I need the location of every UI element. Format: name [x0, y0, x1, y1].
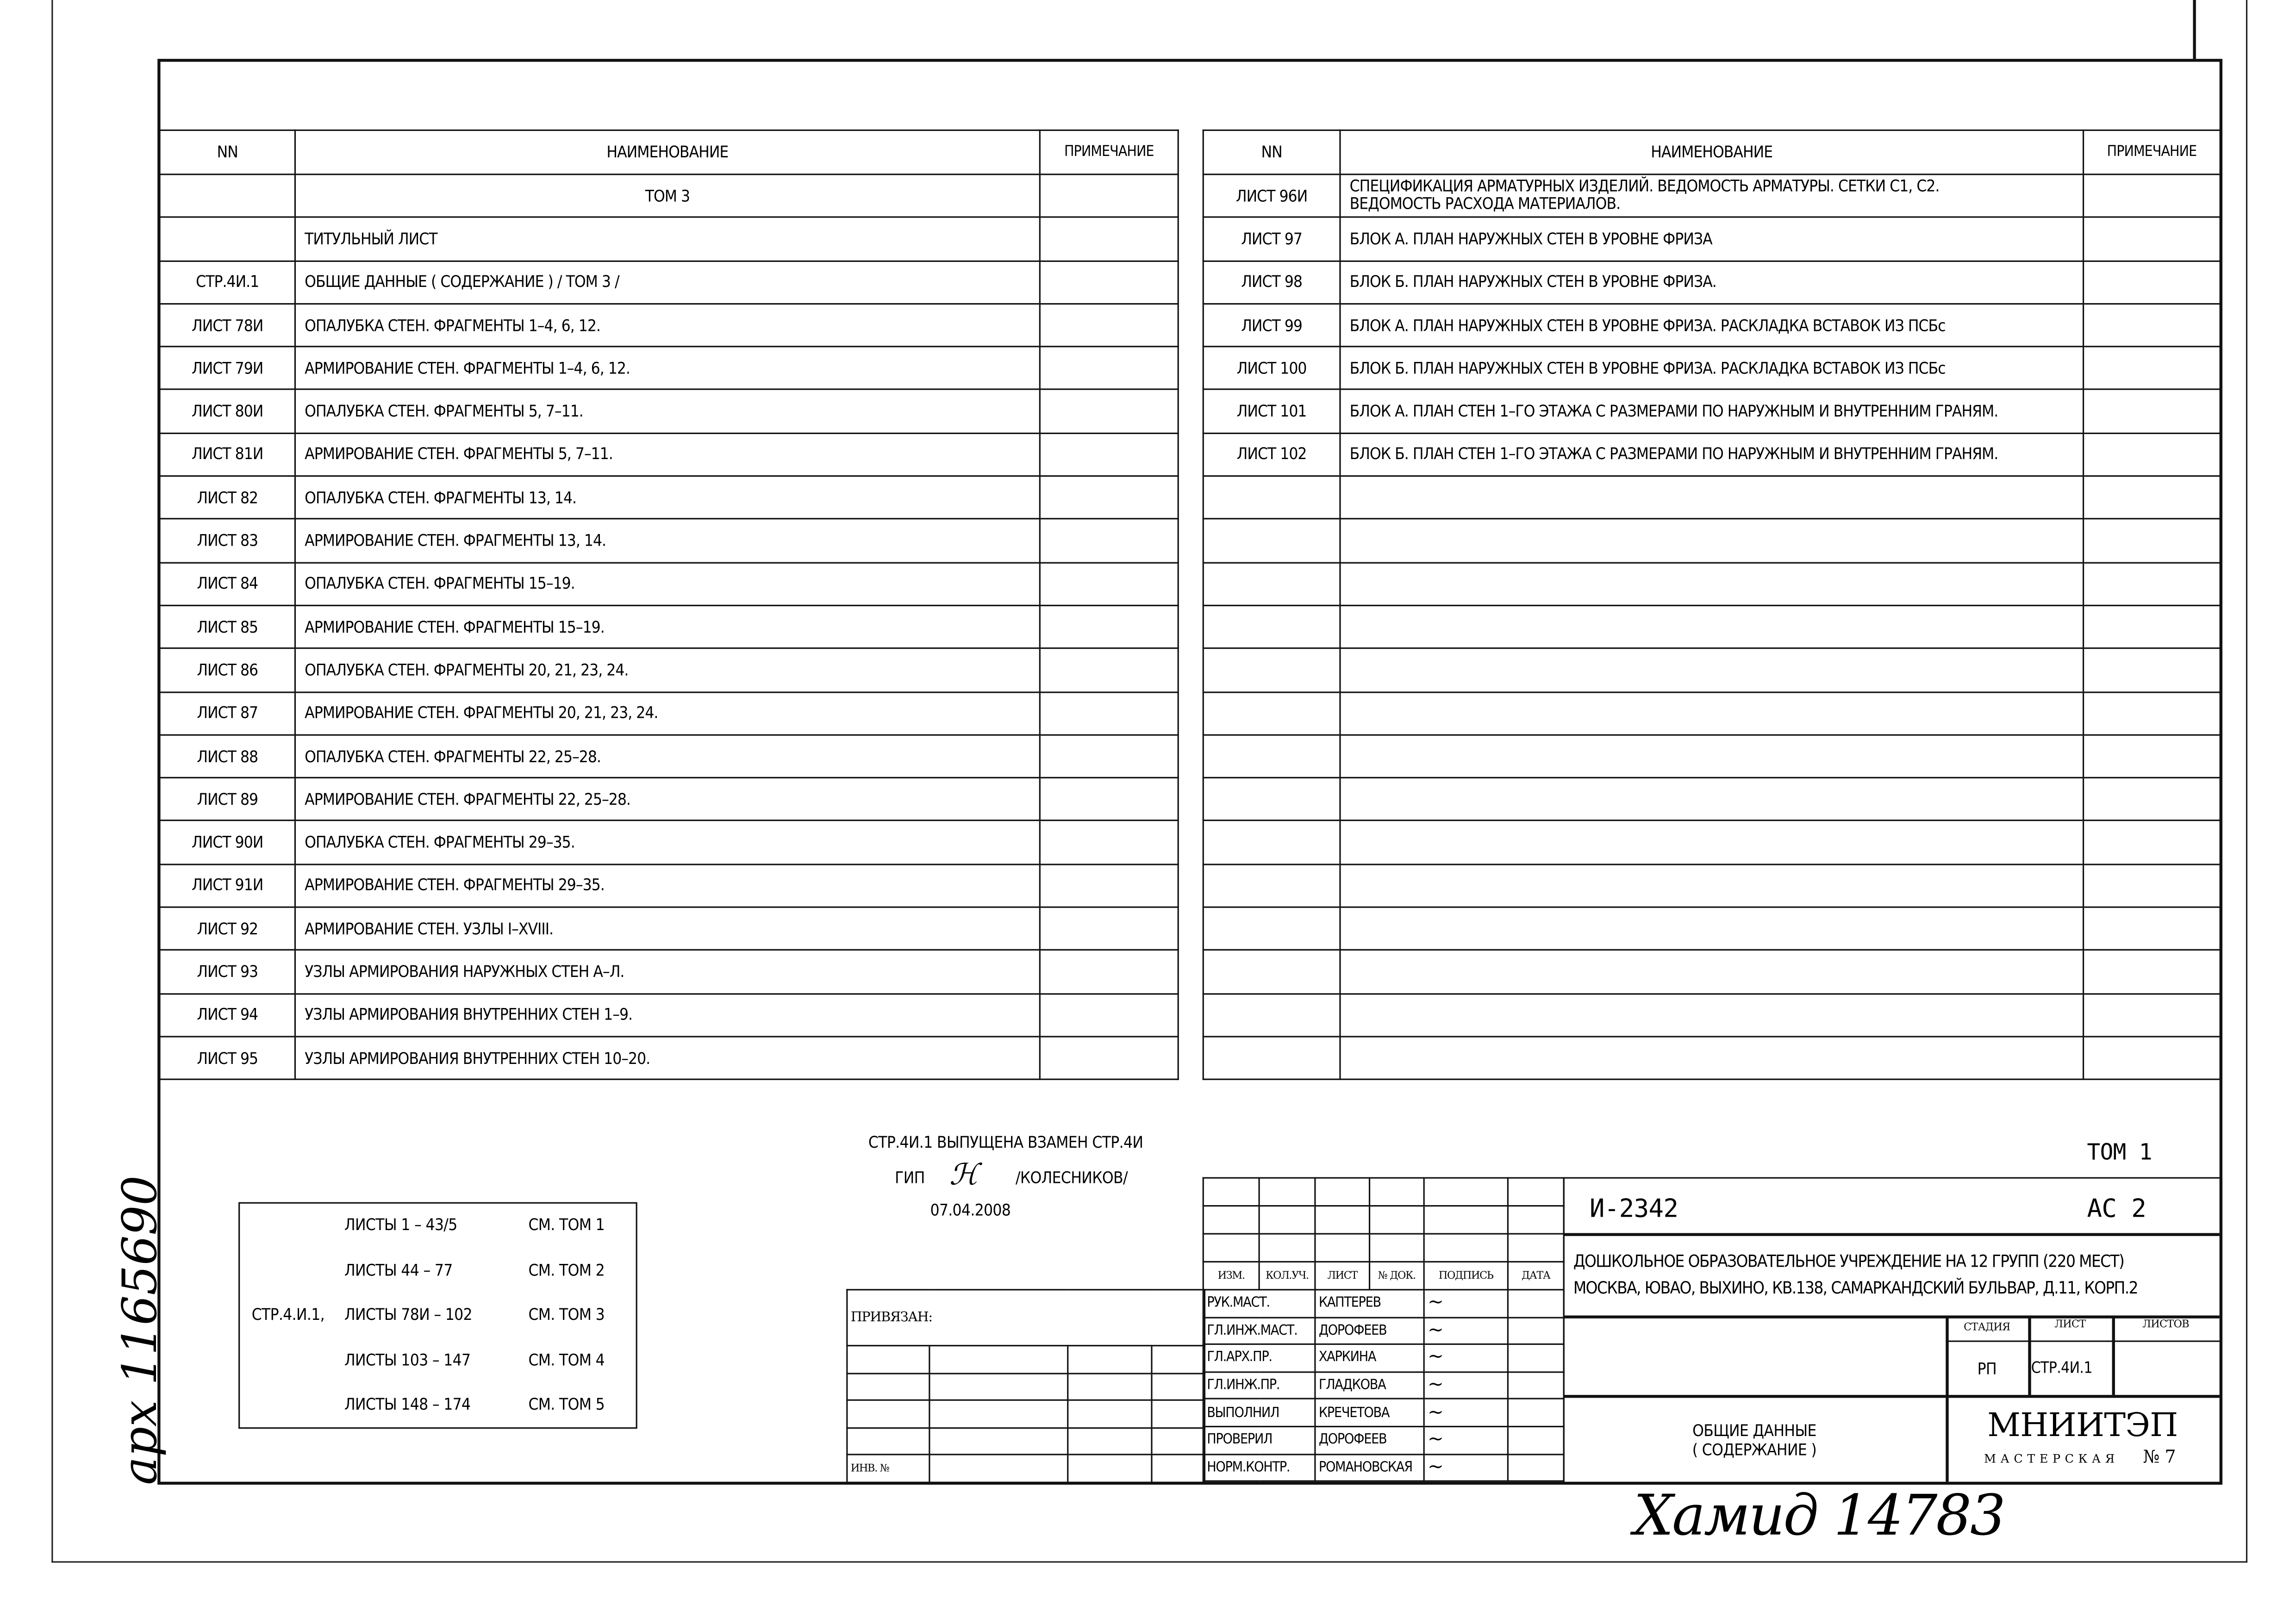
sheet-title-text: ОБЩИЕ ДАННЫЕ ( СОДЕРЖАНИЕ ) / ТОМ 3 /	[305, 272, 619, 292]
sheet-title	[295, 347, 1040, 390]
sheet-title-text: АРМИРОВАНИЕ СТЕН. ФРАГМЕНТЫ 1–4, 6, 12.	[305, 359, 630, 378]
table-row	[1203, 562, 2220, 605]
table-row	[160, 950, 1178, 993]
table-row	[1203, 994, 2220, 1037]
sheet-note	[2084, 648, 2221, 691]
sheet-title-text: АРМИРОВАНИЕ СТЕН. ФРАГМЕНТЫ 13, 14.	[305, 531, 606, 551]
sheet-header: ЛИСТ	[2054, 1318, 2086, 1331]
staff-name: ГЛАДКОВА	[1315, 1372, 1424, 1399]
gip-label: ГИП	[895, 1168, 925, 1188]
sheet-number: ЛИСТ 94	[160, 994, 295, 1037]
signature: ~	[1424, 1317, 1508, 1344]
sheet-note	[1040, 605, 1178, 648]
header-note: ПРИМЕЧАНИЕ	[1040, 130, 1178, 174]
sheet-note	[1040, 174, 1178, 218]
sheet-note	[2084, 605, 2221, 648]
workshop-label: МАСТЕРСКАЯ	[1984, 1452, 2119, 1466]
sheet-title	[295, 692, 1040, 735]
sheet-number: ЛИСТ 97	[1203, 218, 1340, 261]
sheet-note	[1040, 778, 1178, 821]
org-logo: МНИИТЭП	[1987, 1408, 2178, 1445]
inv-label: ИНВ. №	[847, 1455, 930, 1482]
staff-role: РУК.МАСТ.	[1203, 1290, 1315, 1317]
sheet-title-text: БЛОК Б. ПЛАН НАРУЖНЫХ СТЕН В УРОВНЕ ФРИЗА.	[1349, 272, 1716, 292]
table-row	[1203, 304, 2220, 347]
sheet-note	[2084, 390, 2221, 433]
sheet-title	[295, 433, 1040, 476]
sheet-note	[1040, 519, 1178, 562]
sheet-number: ЛИСТ 102	[1203, 433, 1340, 476]
issued-note: СТР.4И.1 ВЫПУЩЕНА ВЗАМЕН СТР.4И	[868, 1133, 1143, 1152]
signature: ~	[1424, 1372, 1508, 1399]
table-row	[160, 907, 1178, 950]
volume-ref: СМ. ТОМ 4	[528, 1350, 605, 1369]
signature: ~	[1424, 1454, 1508, 1481]
sheet-note	[2084, 692, 2221, 735]
sheet-title	[295, 519, 1040, 562]
table-header	[160, 130, 1178, 174]
header-name: НАИМЕНОВАНИЕ	[295, 130, 1040, 174]
sheet-title-text: СПЕЦИФИКАЦИЯ АРМАТУРНЫХ ИЗДЕЛИЙ. ВЕДОМОСТЬ АРМАТУРЫ. СЕТКИ С1, С2.	[1349, 176, 1940, 196]
sheet-number	[1203, 692, 1340, 735]
drawing-mark: АС 2	[2087, 1194, 2146, 1225]
table-row	[160, 605, 1178, 648]
sheet-title-text: ОПАЛУБКА СТЕН. ФРАГМЕНТЫ 1–4, 6, 12.	[305, 316, 600, 335]
staff-row	[1203, 1454, 1564, 1481]
sheet-title	[1340, 692, 2084, 735]
table-row	[1203, 821, 2220, 864]
sheet-note	[2084, 218, 2221, 261]
sheet-title	[295, 261, 1040, 304]
sheet-note	[2084, 1037, 2221, 1080]
sheet-title-text: АРМИРОВАНИЕ СТЕН. ФРАГМЕНТЫ 29–35.	[305, 876, 605, 895]
sheet-note	[1040, 433, 1178, 476]
sheet-note	[1040, 304, 1178, 347]
staff-name: ДОРОФЕЕВ	[1315, 1426, 1424, 1454]
sheet-number: ЛИСТ 96И	[1203, 174, 1340, 218]
column-header: ИЗМ.	[1203, 1262, 1259, 1289]
sheet-title	[295, 821, 1040, 864]
volume-sheets: ЛИСТЫ 148 – 174	[344, 1395, 471, 1414]
date-cell	[1508, 1290, 1564, 1317]
sheet-title	[295, 390, 1040, 433]
staff-row	[1203, 1399, 1564, 1426]
sheet-title-text: ОПАЛУБКА СТЕН. ФРАГМЕНТЫ 13, 14.	[305, 488, 577, 508]
sheet-number: ЛИСТ 92	[160, 907, 295, 950]
top-right-divider	[2193, 0, 2195, 59]
sheet-note	[2084, 950, 2221, 993]
table-row	[1203, 907, 2220, 950]
sheet-title	[295, 778, 1040, 821]
sheet-number: ЛИСТ 87	[160, 692, 295, 735]
sheet-title	[295, 950, 1040, 993]
table-row	[160, 304, 1178, 347]
sheet-title	[295, 562, 1040, 605]
staff-name: КРЕЧЕТОВА	[1315, 1399, 1424, 1426]
table-row	[160, 692, 1178, 735]
sheet-title-text: ОПАЛУБКА СТЕН. ФРАГМЕНТЫ 22, 25–28.	[305, 746, 601, 766]
table-row	[1203, 218, 2220, 261]
sheet-note	[1040, 261, 1178, 304]
staff-row	[1203, 1344, 1564, 1372]
bottom-handwriting: Хамид 14783	[1634, 1483, 2004, 1548]
table-row	[1203, 735, 2220, 778]
table-header	[1203, 130, 2220, 174]
header-note: ПРИМЕЧАНИЕ	[2084, 130, 2221, 174]
sheet-title	[295, 648, 1040, 691]
table-row	[160, 562, 1178, 605]
sheet-title-text: УЗЛЫ АРМИРОВАНИЯ НАРУЖНЫХ СТЕН А–Л.	[305, 962, 624, 982]
sheet-title-text: ОПАЛУБКА СТЕН. ФРАГМЕНТЫ 15–19.	[305, 574, 575, 594]
sheet-title	[1340, 218, 2084, 261]
table-row	[1203, 261, 2220, 304]
sheet-title-text: ОПАЛУБКА СТЕН. ФРАГМЕНТЫ 20, 21, 23, 24.	[305, 660, 629, 680]
staff-row	[1203, 1290, 1564, 1317]
sheet-note	[2084, 821, 2221, 864]
sheet-note	[2084, 261, 2221, 304]
sheet-title-text-line2: ВЕДОМОСТЬ РАСХОДА МАТЕРИАЛОВ.	[1349, 194, 1621, 214]
sheet-note	[1040, 907, 1178, 950]
sheet-number: ЛИСТ 84	[160, 562, 295, 605]
sheet-note	[1040, 218, 1178, 261]
sheet-title-text: АРМИРОВАНИЕ СТЕН. УЗЛЫ I–XVIII.	[305, 919, 554, 939]
sheet-note	[2084, 562, 2221, 605]
signature: ~	[1424, 1290, 1508, 1317]
object-line-2: МОСКВА, ЮВАО, ВЫХИНО, КВ.138, САМАРКАНДСКИЙ БУЛЬВАР, Д.11, КОРП.2	[1573, 1277, 2138, 1298]
staff-name: РОМАНОВСКАЯ	[1315, 1454, 1424, 1481]
sheet-number: ЛИСТ 90И	[160, 821, 295, 864]
table-row	[1203, 648, 2220, 691]
sheet-title	[1340, 347, 2084, 390]
sheet-title	[1340, 821, 2084, 864]
sheet-number	[1203, 562, 1340, 605]
sheet-note	[2084, 347, 2221, 390]
table-row	[1203, 778, 2220, 821]
sheet-note	[2084, 907, 2221, 950]
sheet-title-text: ОПАЛУБКА СТЕН. ФРАГМЕНТЫ 5, 7–11.	[305, 402, 583, 421]
sheet-note	[1040, 1037, 1178, 1080]
volume-ref: СМ. ТОМ 2	[528, 1260, 605, 1280]
sheet-number: СТР.4И.1	[160, 261, 295, 304]
sheet-title	[295, 605, 1040, 648]
table-row	[160, 433, 1178, 476]
sheet-number: ЛИСТ 99	[1203, 304, 1340, 347]
bound-label: ПРИВЯЗАН:	[847, 1290, 1205, 1346]
sheet-title	[1340, 950, 2084, 993]
table-row	[160, 864, 1178, 907]
volume-ref: СМ. ТОМ 1	[528, 1215, 605, 1235]
date-cell	[1508, 1426, 1564, 1454]
sheet-number	[1203, 735, 1340, 778]
divider	[1946, 1341, 2219, 1343]
column-header: ПОДПИСЬ	[1424, 1262, 1508, 1289]
sheets-header: ЛИСТОВ	[2142, 1318, 2189, 1331]
sheet-number	[160, 218, 295, 261]
staff-name: ДОРОФЕЕВ	[1315, 1317, 1424, 1344]
sheet-title	[1340, 994, 2084, 1037]
sheet-title-text: АРМИРОВАНИЕ СТЕН. ФРАГМЕНТЫ 22, 25–28.	[305, 790, 630, 809]
table-row	[160, 218, 1178, 261]
header-nn: NN	[160, 130, 295, 174]
stage-header: СТАДИЯ	[1964, 1321, 2010, 1333]
sheet-number: ЛИСТ 93	[160, 950, 295, 993]
sheet-note	[1040, 821, 1178, 864]
sheet-title	[1340, 174, 2084, 218]
sheet-number	[1203, 605, 1340, 648]
date-cell	[1508, 1399, 1564, 1426]
sheet-title	[1340, 648, 2084, 691]
table-row	[160, 519, 1178, 562]
staff-role: ГЛ.АРХ.ПР.	[1203, 1344, 1315, 1372]
volume-sheets: ЛИСТЫ 1 – 43/5	[344, 1215, 457, 1235]
sheet-number	[1203, 648, 1340, 691]
table-row	[1203, 864, 2220, 907]
sheet-number	[1203, 950, 1340, 993]
sheet-number	[1203, 476, 1340, 519]
sheet-title	[295, 476, 1040, 519]
sheet-title	[295, 735, 1040, 778]
sheet-title	[1340, 735, 2084, 778]
project-code: И-2342	[1589, 1194, 1678, 1225]
sheet-note	[1040, 347, 1178, 390]
right-contents-table	[1203, 130, 2221, 1081]
sheet-number: ЛИСТ 89	[160, 778, 295, 821]
staff-role: ГЛ.ИНЖ.МАСТ.	[1203, 1317, 1315, 1344]
signature: ~	[1424, 1344, 1508, 1372]
volume-sheets: ЛИСТЫ 78И – 102	[344, 1305, 472, 1325]
volumes-box	[238, 1202, 637, 1429]
sheet-note	[2084, 778, 2221, 821]
sheet-note	[1040, 562, 1178, 605]
sheet-title-text: УЗЛЫ АРМИРОВАНИЯ ВНУТРЕННИХ СТЕН 1–9.	[305, 1005, 633, 1025]
staff-row	[1203, 1372, 1564, 1399]
staff-role: ПРОВЕРИЛ	[1203, 1426, 1315, 1454]
sheet-title-text: ТИТУЛЬНЫЙ ЛИСТ	[305, 229, 437, 249]
doc-title-1: ОБЩИЕ ДАННЫЕ	[1692, 1421, 1816, 1441]
sheet-number	[1203, 907, 1340, 950]
sheet-title-text: АРМИРОВАНИЕ СТЕН. ФРАГМЕНТЫ 5, 7–11.	[305, 445, 613, 464]
revision-table	[1203, 1177, 1565, 1482]
table-row	[160, 174, 1178, 218]
sheet-title-text: ТОМ 3	[645, 186, 690, 205]
sheet-number: ЛИСТ 81И	[160, 433, 295, 476]
sheet-value: СТР.4И.1	[2031, 1359, 2092, 1378]
sheet-number: ЛИСТ 83	[160, 519, 295, 562]
column-header: КОЛ.УЧ.	[1259, 1262, 1315, 1289]
doc-title-2: ( СОДЕРЖАНИЕ )	[1692, 1440, 1817, 1460]
signature: ~	[1424, 1426, 1508, 1454]
bound-block	[846, 1289, 1205, 1483]
sheet-note	[2084, 864, 2221, 907]
sheet-title	[1340, 562, 2084, 605]
column-header: № ДОК.	[1370, 1262, 1424, 1289]
staff-row	[1203, 1317, 1564, 1344]
sheet-title-text: БЛОК Б. ПЛАН СТЕН 1–ГО ЭТАЖА С РАЗМЕРАМИ ПО НАРУЖНЫМ И ВНУТРЕННИМ ГРАНЯМ.	[1349, 445, 1998, 464]
sheet-title-text: АРМИРОВАНИЕ СТЕН. ФРАГМЕНТЫ 15–19.	[305, 617, 605, 637]
sheet-title	[1340, 864, 2084, 907]
sheet-note	[1040, 390, 1178, 433]
sheet-number: ЛИСТ 98	[1203, 261, 1340, 304]
sheet-title	[295, 864, 1040, 907]
sheet-title	[1340, 1037, 2084, 1080]
staff-name: ХАРКИНА	[1315, 1344, 1424, 1372]
sheet-note	[1040, 476, 1178, 519]
divider	[1563, 1233, 2220, 1235]
table-row	[1203, 605, 2220, 648]
sheet-note	[1040, 994, 1178, 1037]
sheet-number: ЛИСТ 100	[1203, 347, 1340, 390]
staff-role: НОРМ.КОНТР.	[1203, 1454, 1315, 1481]
table-row	[160, 1037, 1178, 1080]
object-line-1: ДОШКОЛЬНОЕ ОБРАЗОВАТЕЛЬНОЕ УЧРЕЖДЕНИЕ НА 12 ГРУПП (220 МЕСТ)	[1573, 1250, 2124, 1272]
sheet-title	[1340, 519, 2084, 562]
sheet-title-text: АРМИРОВАНИЕ СТЕН. ФРАГМЕНТЫ 20, 21, 23, 24.	[305, 703, 658, 723]
sheet-note	[1040, 648, 1178, 691]
sheet-number: ЛИСТ 82	[160, 476, 295, 519]
table-row	[1203, 433, 2220, 476]
header-name: НАИМЕНОВАНИЕ	[1340, 130, 2084, 174]
sheet-title-text: БЛОК Б. ПЛАН НАРУЖНЫХ СТЕН В УРОВНЕ ФРИЗА. РАСКЛАДКА ВСТАВОК ИЗ ПСБс	[1349, 359, 1946, 378]
table-row	[160, 735, 1178, 778]
table-row	[1203, 950, 2220, 993]
table-row	[160, 476, 1178, 519]
sheet-title	[1340, 605, 2084, 648]
table-row	[160, 648, 1178, 691]
sheet-note	[2084, 735, 2221, 778]
table-row	[1203, 174, 2220, 218]
table-row	[1203, 1037, 2220, 1080]
left-contents-table	[159, 130, 1179, 1081]
table-row	[1203, 692, 2220, 735]
sheet-title	[1340, 304, 2084, 347]
stage-value: РП	[1977, 1359, 1997, 1379]
sheet-number: ЛИСТ 91И	[160, 864, 295, 907]
divider	[1563, 1395, 2220, 1397]
sheet-number: ЛИСТ 79И	[160, 347, 295, 390]
table-row	[160, 821, 1178, 864]
sheet-number	[1203, 778, 1340, 821]
sheet-note	[1040, 950, 1178, 993]
volume-ref: СМ. ТОМ 5	[528, 1395, 605, 1414]
date-cell	[1508, 1372, 1564, 1399]
sheet-number	[1203, 519, 1340, 562]
table-row	[160, 778, 1178, 821]
table-row	[160, 347, 1178, 390]
divider	[1563, 1315, 2220, 1318]
sheet-title	[295, 304, 1040, 347]
column-header: ДАТА	[1508, 1262, 1564, 1289]
sheet-note	[2084, 476, 2221, 519]
sheet-title	[1340, 390, 2084, 433]
volume-label: ТОМ 1	[2087, 1138, 2152, 1166]
workshop-number: № 7	[2143, 1446, 2176, 1467]
volume-sheets: ЛИСТЫ 103 – 147	[344, 1350, 471, 1369]
sheet-title	[295, 218, 1040, 261]
sheet-number: ЛИСТ 78И	[160, 304, 295, 347]
sheet-number: ЛИСТ 86	[160, 648, 295, 691]
sheet-title	[1340, 433, 2084, 476]
volume-prefix: СТР.4.И.1,	[251, 1305, 325, 1325]
table-row	[1203, 390, 2220, 433]
sheet-number: ЛИСТ 80И	[160, 390, 295, 433]
date-cell	[1508, 1344, 1564, 1372]
sheet-number	[1203, 1037, 1340, 1080]
sheet-title	[1340, 476, 2084, 519]
table-row	[160, 261, 1178, 304]
sheet-title	[1340, 778, 2084, 821]
sheet-note	[2084, 304, 2221, 347]
sheet-number: ЛИСТ 101	[1203, 390, 1340, 433]
table-row	[1203, 476, 2220, 519]
table-row	[1203, 347, 2220, 390]
sheet-number: ЛИСТ 85	[160, 605, 295, 648]
table-row	[160, 994, 1178, 1037]
staff-name: КАПТЕРЕВ	[1315, 1290, 1424, 1317]
gip-name: /КОЛЕСНИКОВ/	[1015, 1168, 1128, 1188]
sheet-note	[1040, 692, 1178, 735]
volume-ref: СМ. ТОМ 3	[528, 1305, 605, 1325]
sheet-note	[2084, 994, 2221, 1037]
issue-date: 07.04.2008	[930, 1200, 1011, 1220]
sheet-title	[1340, 261, 2084, 304]
sheet-title-text: УЗЛЫ АРМИРОВАНИЯ ВНУТРЕННИХ СТЕН 10–20.	[305, 1048, 650, 1068]
table-row	[1203, 519, 2220, 562]
sheet-title	[295, 174, 1040, 218]
sheet-number: ЛИСТ 88	[160, 735, 295, 778]
sheet-note	[1040, 735, 1178, 778]
sheet-note	[2084, 174, 2221, 218]
staff-role: ГЛ.ИНЖ.ПР.	[1203, 1372, 1315, 1399]
sheet-note	[2084, 519, 2221, 562]
sheet-title	[295, 994, 1040, 1037]
sheet-number	[1203, 864, 1340, 907]
staff-role: ВЫПОЛНИЛ	[1203, 1399, 1315, 1426]
sheet-title	[1340, 907, 2084, 950]
sheet-number	[160, 174, 295, 218]
header-nn: NN	[1203, 130, 1340, 174]
date-cell	[1508, 1317, 1564, 1344]
column-header: ЛИСТ	[1315, 1262, 1370, 1289]
margin-handwriting: арх 1165690	[112, 1175, 168, 1485]
signature: ~	[1424, 1399, 1508, 1426]
sheet-note	[1040, 864, 1178, 907]
sheet-title	[295, 1037, 1040, 1080]
date-cell	[1508, 1454, 1564, 1481]
sheet-title	[295, 907, 1040, 950]
table-row	[160, 390, 1178, 433]
staff-row	[1203, 1426, 1564, 1454]
gip-signature: ℋ	[949, 1157, 979, 1192]
sheet-title-text: ОПАЛУБКА СТЕН. ФРАГМЕНТЫ 29–35.	[305, 833, 575, 852]
sheet-title-text: БЛОК А. ПЛАН НАРУЖНЫХ СТЕН В УРОВНЕ ФРИЗА	[1349, 229, 1712, 249]
sheet-title-text: БЛОК А. ПЛАН НАРУЖНЫХ СТЕН В УРОВНЕ ФРИЗА. РАСКЛАДКА ВСТАВОК ИЗ ПСБс	[1349, 316, 1946, 335]
sheet-number	[1203, 821, 1340, 864]
sheet-title-text: БЛОК А. ПЛАН СТЕН 1–ГО ЭТАЖА С РАЗМЕРАМИ ПО НАРУЖНЫМ И ВНУТРЕННИМ ГРАНЯМ.	[1349, 402, 1998, 421]
volume-sheets: ЛИСТЫ 44 – 77	[344, 1260, 453, 1280]
sheet-number: ЛИСТ 95	[160, 1037, 295, 1080]
sheet-note	[2084, 433, 2221, 476]
sheet-number	[1203, 994, 1340, 1037]
